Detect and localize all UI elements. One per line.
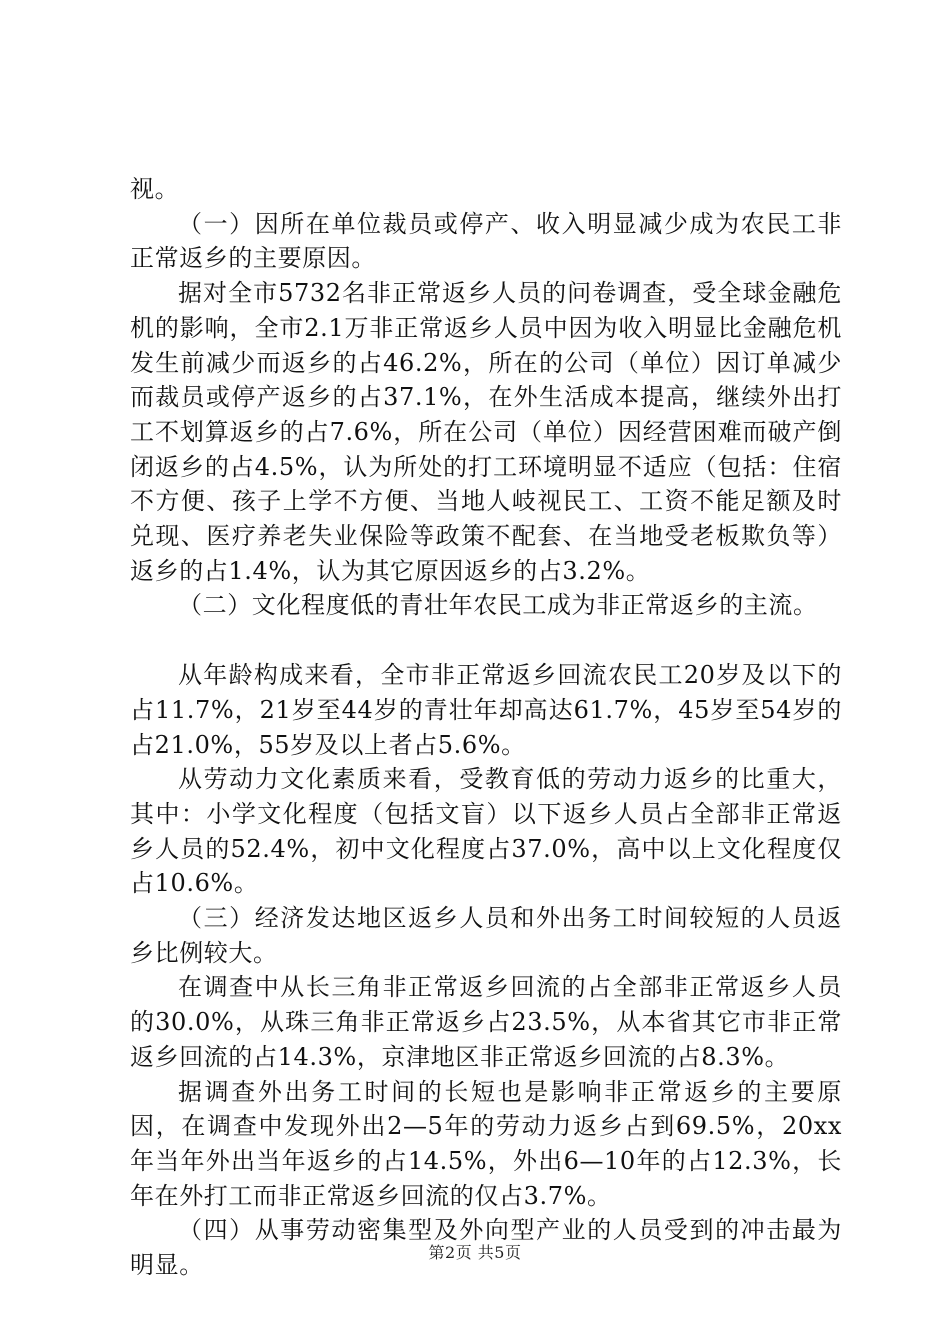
paragraph-survey-reasons: 据对全市5732名非正常返乡人员的问卷调查，受全球金融危机的影响，全市2.1万非正常返乡人员中因为收入明显比金融危机发生前减少而返乡的占46.2%，所在的公司（单位）因订单减少而裁员或停产返乡的占37.1%，在外生活成本提高，继续外出打工不划算返乡的占7.6%，所在公司（单位）因经营困难而破产倒闭返乡的占4.5%，认为所处的打工环境明显不适应（包括：住宿不方便、孩子上学不方便、当地人岐视民工、工资不能足额及时兑现、医疗养老失业保险等政策不配套、在当地受老板欺负等）返乡的占1.4%，认为其它原因返乡的占3.2%。 [130, 279, 842, 585]
section-heading-2: （二）文化程度低的青壮年农民工成为非正常返乡的主流。 [178, 591, 818, 620]
paragraph-continuation: 视。 [130, 175, 180, 203]
paragraph-education-level: 从劳动力文化素质来看，受教育低的劳动力返乡的比重大，其中：小学文化程度（包括文盲）以下返乡人员占全部非正常返乡人员的52.4%，初中文化程度占37.0%，高中以上文化程度仅占10.6%。 [130, 765, 842, 898]
section-heading-1: （一）因所在单位裁员或停产、收入明显减少成为农民工非正常返乡的主要原因。 [130, 209, 842, 273]
paragraph-age-composition: 从年龄构成来看，全市非正常返乡回流农民工20岁及以下的占11.7%，21岁至44岁的青壮年却高达61.7%，45岁至54岁的占21.0%，55岁及以上者占5.6%。 [130, 661, 842, 759]
paragraph-regions: 在调查中从长三角非正常返乡回流的占全部非正常返乡人员的30.0%，从珠三角非正常返乡占23.5%，从本省其它市非正常返乡回流的占14.3%，京津地区非正常返乡回流的占8.3%。 [130, 973, 842, 1071]
page-footer: 第2页 共5页 [428, 1243, 522, 1262]
document-body [130, 172, 842, 1283]
paragraph-work-duration: 据调查外出务工时间的长短也是影响非正常返乡的主要原因，在调查中发现外出2—5年的劳动力返乡占到69.5%，20xx年当年外出当年返乡的占14.5%，外出6—10年的占12.3%，长年在外打工而非正常返乡回流的仅占3.7%。 [130, 1077, 842, 1210]
section-heading-3: （三）经济发达地区返乡人员和外出务工时间较短的人员返乡比例较大。 [130, 904, 842, 967]
section-heading-4: （四）从事劳动密集型及外向型产业的人员受到的冲击最为明显。 [130, 1216, 842, 1280]
